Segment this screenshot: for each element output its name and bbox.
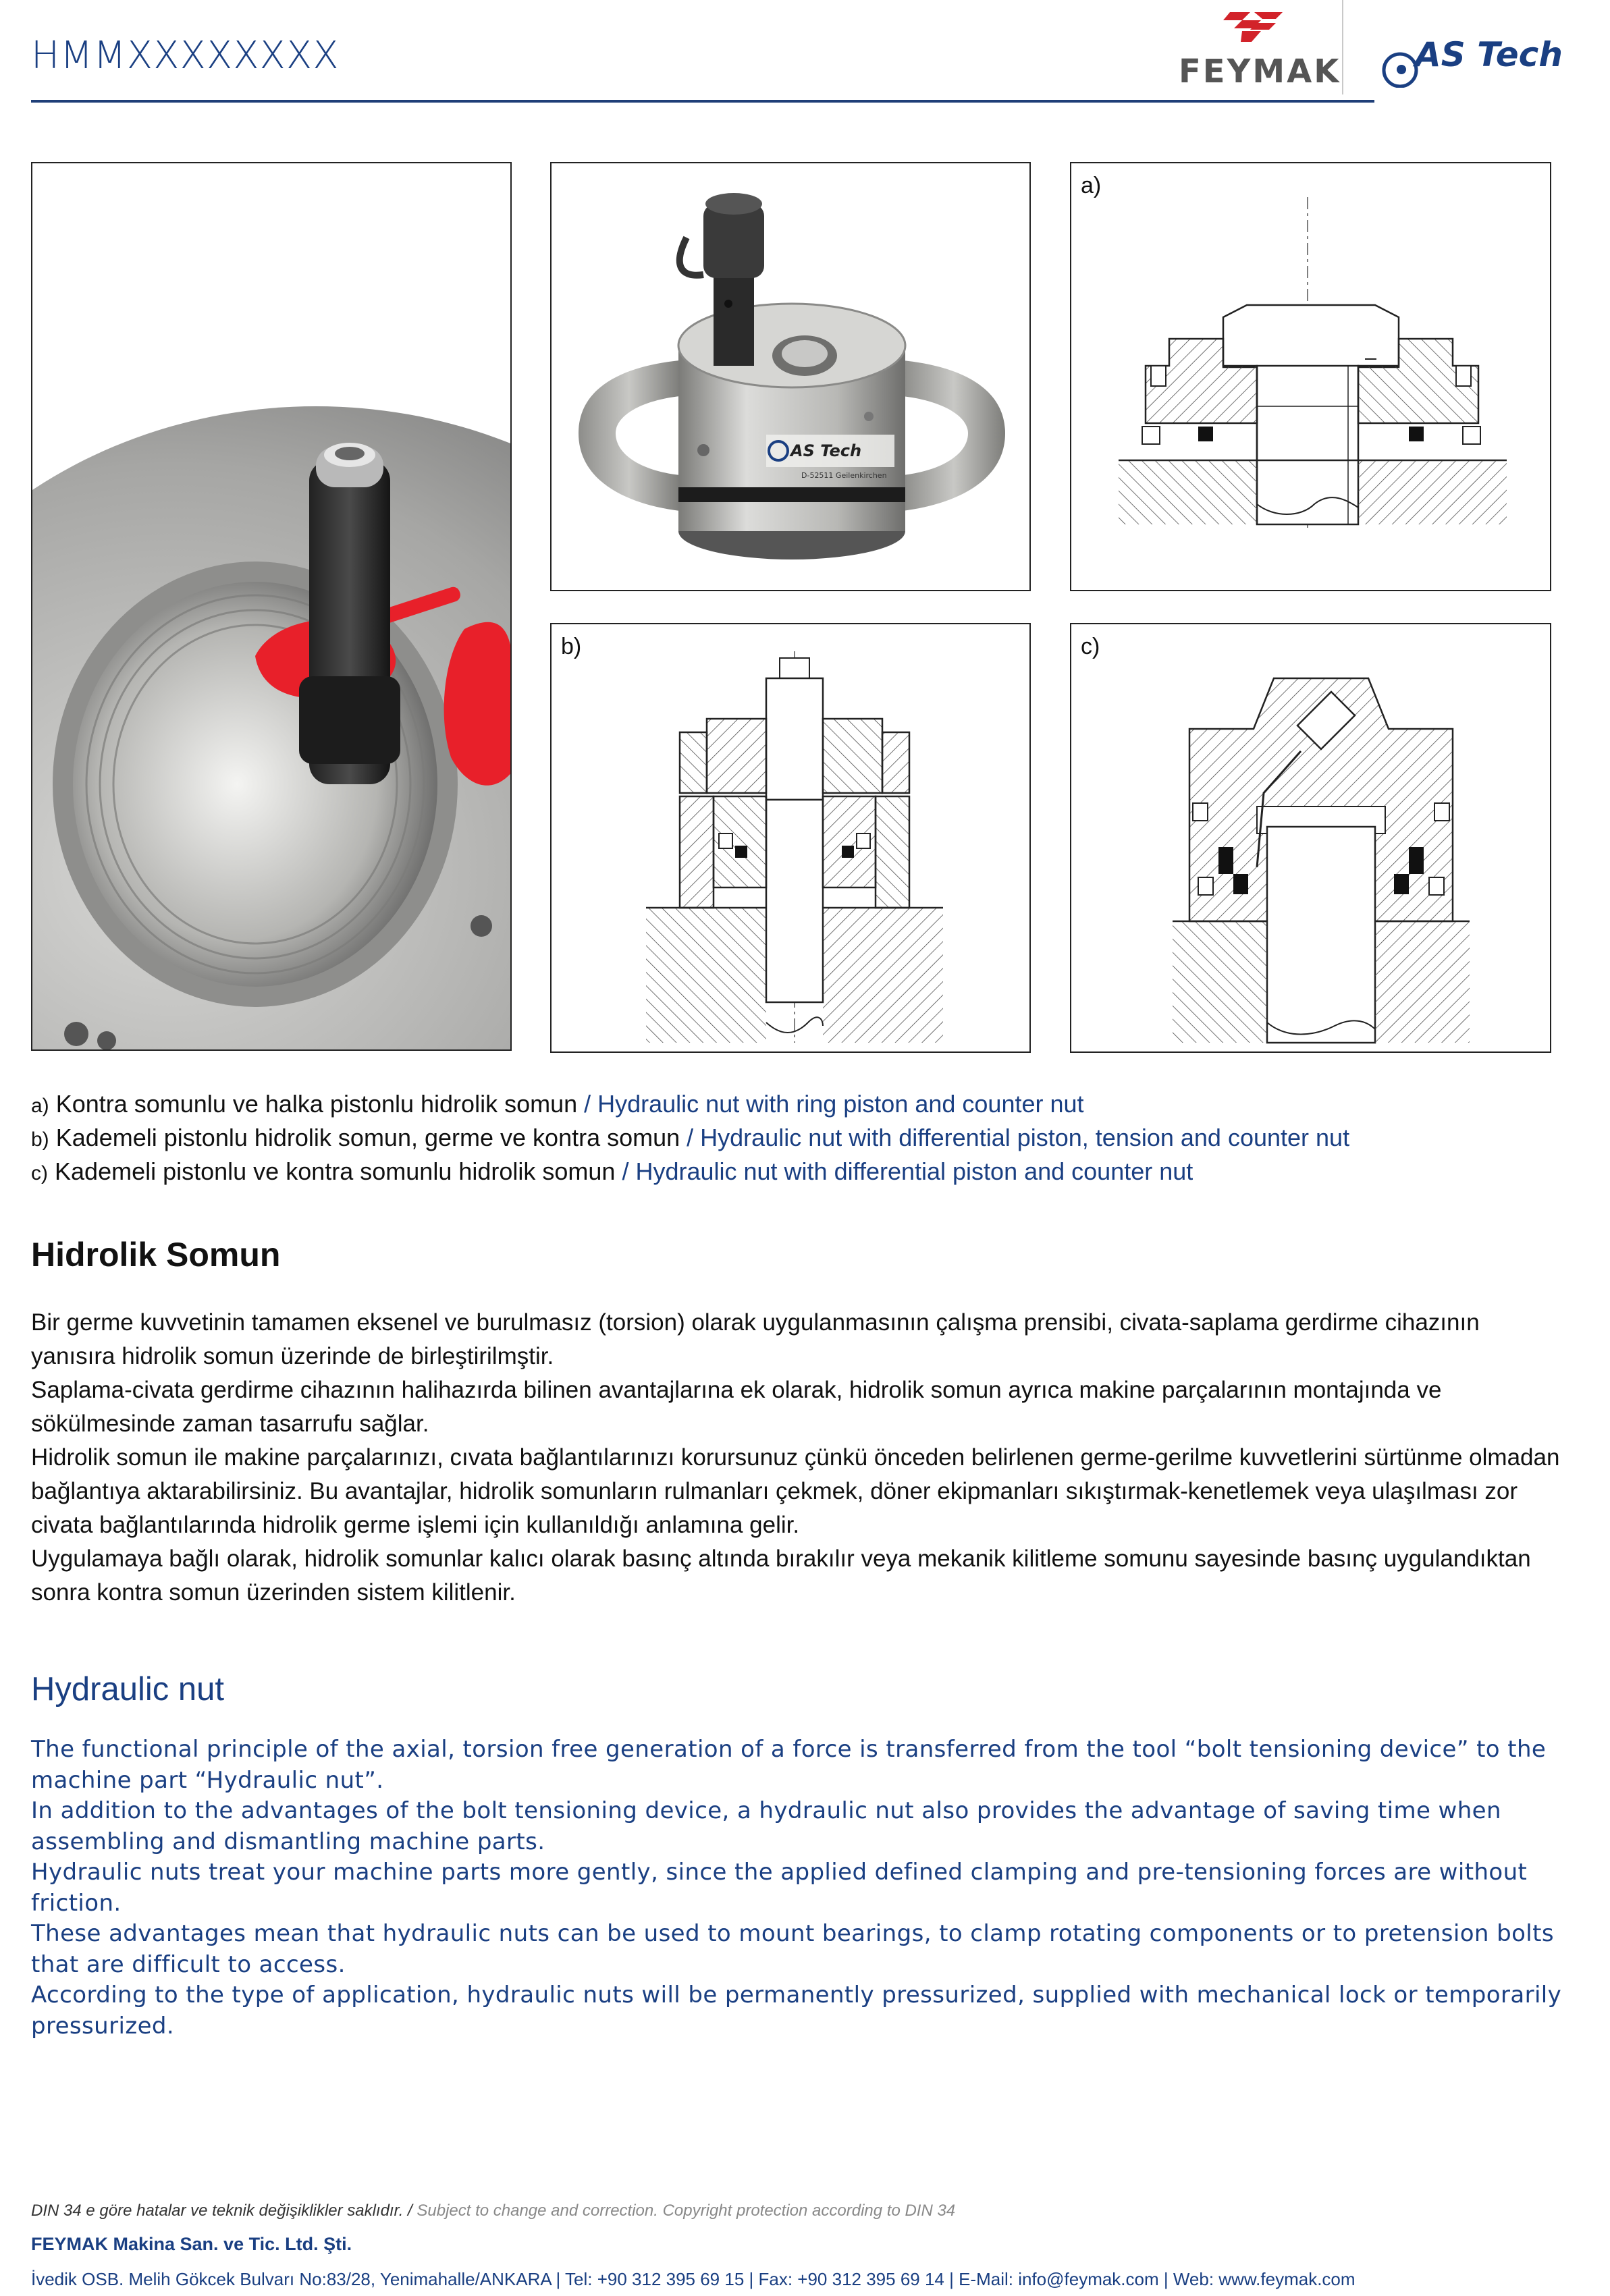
astech-logo-text: AS Tech (1415, 35, 1563, 74)
caption-b-turkish: Kademeli pistonlu hidrolik somun, germe ve kontra somun (55, 1124, 680, 1151)
english-paragraph: These advantages mean that hydraulic nuts can be used to mount bearings, to clamp rotating components or to pretension bolts that are difficult to access. (31, 1920, 1554, 1978)
panel-b-label: b) (561, 634, 582, 659)
footer-company-name: FEYMAK Makina San. ve Tic. Ltd. Şti. (31, 2234, 352, 2254)
caption-b-letter: b) (31, 1128, 49, 1151)
caption-b (31, 1124, 1349, 1152)
turkish-paragraph: Bir germe kuvvetinin tamamen eksenel ve burulmasız (torsion) olarak uygulanmasının çalışma prensibi, civata-saplama gerdirme cihazının yanısıra hidrolik somun üzerinde de birleştirilmştir. (31, 1309, 1480, 1369)
footer-disclaimer-turkish: DIN 34 e göre hatalar ve teknik değişiklikler saklıdır. / (31, 2202, 417, 2220)
panel-a-label: a) (1081, 173, 1102, 198)
photo-product-image (552, 163, 1031, 591)
english-paragraph: Hydraulic nuts treat your machine parts more gently, since the applied defined clamping and pre-tensioning forces are without friction. (31, 1859, 1528, 1917)
drawing-c-diagram (1071, 624, 1551, 1053)
turkish-section-body (31, 1306, 1563, 1610)
footer-address: İvedik OSB. Melih Gökcek Bulvarı No:83/28, Yenimahalle/ANKARA | Tel: +90 312 395 69 15 | Fax: +90 312 395 69 14 | E-Mail: info@feymak.com | Web: www.feymak.com (31, 2269, 1356, 2289)
drawing-panel-c (1070, 623, 1551, 1053)
header-divider (1342, 0, 1343, 94)
caption-a-letter: a) (31, 1095, 49, 1117)
english-paragraph: In addition to the advantages of the bolt tensioning device, a hydraulic nut also provides the advantage of saving time when assembling and dismantling machine parts. (31, 1797, 1501, 1855)
caption-c (31, 1157, 1193, 1186)
english-paragraph: According to the type of application, hydraulic nuts will be permanently pressurized, supplied with mechanical lock or temporarily pressurized. (31, 1981, 1562, 2040)
feymak-logo-text: FEYMAK (1179, 53, 1341, 90)
footer-disclaimer-english: Subject to change and correction. Copyright protection according to DIN 34 (417, 2202, 956, 2220)
photo-product-logo-text: AS Tech (790, 441, 862, 460)
caption-c-english: / Hydraulic nut with differential piston and counter nut (615, 1157, 1193, 1185)
drawing-panel-b (550, 623, 1031, 1053)
caption-a-turkish: Kontra somunlu ve halka pistonlu hidrolik somun (55, 1090, 578, 1118)
header-rule (31, 100, 1374, 103)
english-section-body (31, 1734, 1563, 2042)
footer-disclaimer (31, 2202, 955, 2220)
photo-hydraulic-nut-closeup (31, 162, 512, 1051)
turkish-paragraph: Saplama-civata gerdirme cihazının halihazırda bilinen avantajlarına ek olarak, hidrolik somun ayrıca makine parçalarının montajında ve sökülmesinde zaman tasarrufu sağlar. (31, 1377, 1442, 1437)
caption-a-english: / Hydraulic nut with ring piston and counter nut (577, 1090, 1084, 1118)
caption-c-turkish: Kademeli pistonlu ve kontra somunlu hidrolik somun (55, 1157, 616, 1185)
english-paragraph: The functional principle of the axial, torsion free generation of a force is transferred from the tool “bolt tensioning device” to the machine part “Hydraulic nut”. (31, 1736, 1547, 1794)
feymak-logo-mark-icon (1175, 0, 1337, 54)
english-section-heading: Hydraulic nut (31, 1671, 224, 1707)
drawing-a-diagram (1071, 163, 1551, 591)
photo-hydraulic-nut-product (550, 162, 1031, 591)
caption-a (31, 1090, 1084, 1118)
photo-closeup-image (32, 163, 512, 1051)
document-code: HMMXXXXXXXX (31, 34, 340, 78)
panel-c-label: c) (1081, 634, 1100, 659)
turkish-section-heading: Hidrolik Somun (31, 1236, 281, 1274)
caption-b-english: / Hydraulic nut with differential piston, tension and counter nut (680, 1124, 1350, 1151)
drawing-panel-a (1070, 162, 1551, 591)
drawing-b-diagram (552, 624, 1031, 1053)
astech-logo (1377, 27, 1580, 94)
caption-c-letter: c) (31, 1162, 48, 1184)
photo-product-sublabel-text: D-52511 Geilenkirchen (801, 471, 887, 480)
turkish-paragraph: Uygulamaya bağlı olarak, hidrolik somunlar kalıcı olarak basınç altında bırakılır veya mekanik kilitleme somunu sayesinde basınç uygulandıktan sonra kontra somun üzerinden sistem kilitlenir. (31, 1546, 1531, 1606)
turkish-paragraph: Hidrolik somun ile makine parçalarınızı, cıvata bağlantılarınızı korursunuz çünkü önceden belirlenen germe-gerilme kuvvetlerini sürtünme olmadan bağlantıya aktarabilirsiniz. Bu avantajlar, hidrolik somunların rulmanları çekmek, döner ekipmanları sıkıştırmak-kenetlemek veya ulaşılması zor civata bağlantılarında hidrolik germe işlemi için kullanıldığı anlamına gelir. (31, 1444, 1560, 1538)
feymak-logo (1175, 0, 1341, 90)
